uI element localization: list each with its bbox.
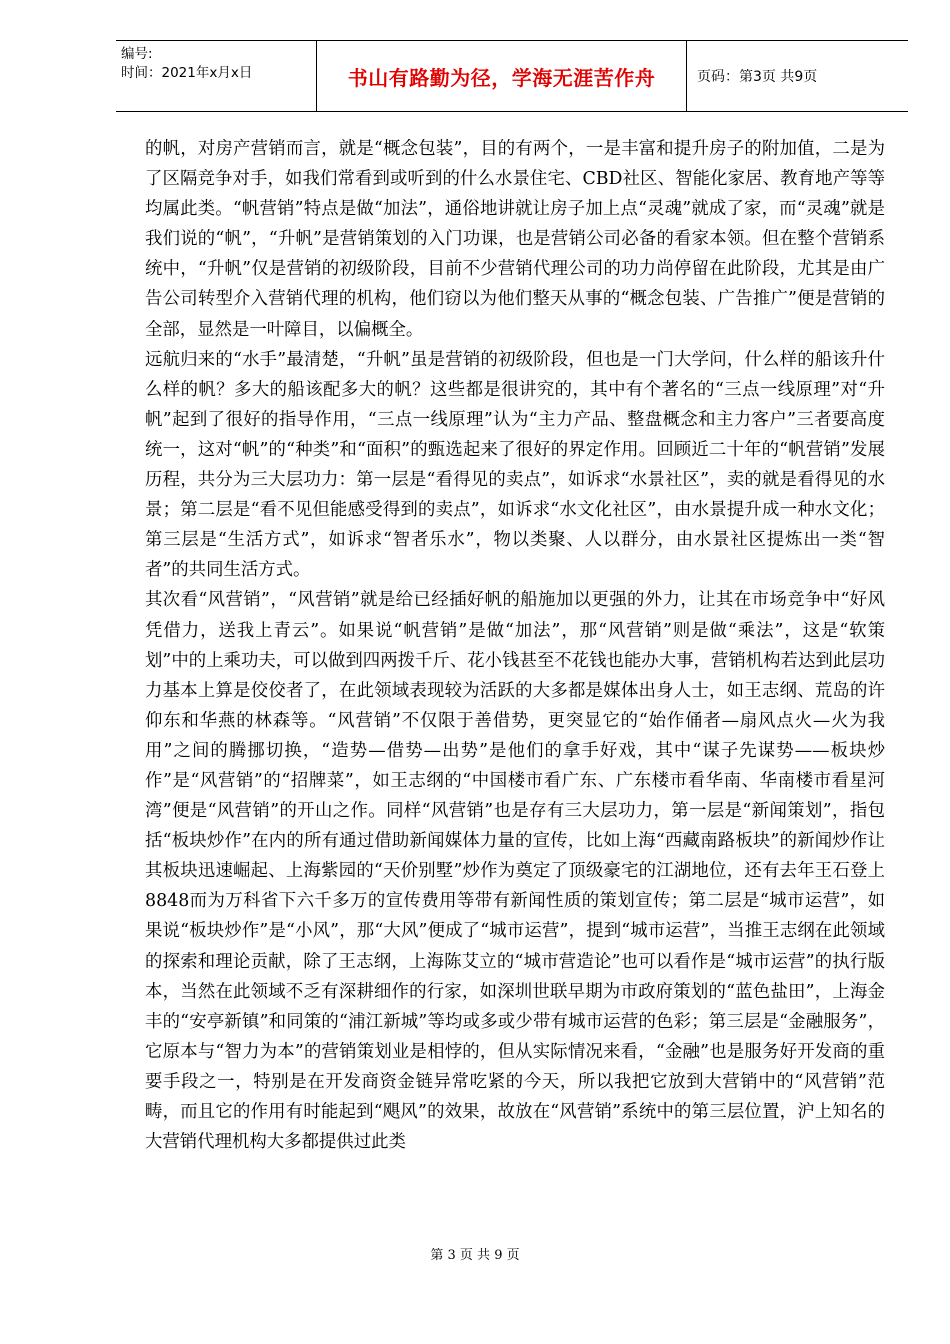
document-number-label: 编号: <box>121 46 153 62</box>
header-page-number: 页码：第3页 共9页 <box>697 69 818 85</box>
page-header <box>116 40 908 112</box>
document-time-label: 时间：2021年x月x日 <box>121 65 253 81</box>
page-footer: 第 3 页 共 9 页 <box>430 1248 520 1263</box>
header-meta <box>116 41 316 111</box>
document-body <box>145 134 885 1157</box>
header-motto: 书山有路勤为径，学海无涯苦作舟 <box>316 41 687 111</box>
paragraph: 远航归来的“水手”最清楚，“升帆”虽是营销的初级阶段，但也是一门大学问，什么样的船该升什么样的帆？多大的船该配多大的帆？这些都是很讲究的，其中有个著名的“三点一线原理”对“升帆”起到了很好的指导作用，“三点一线原理”认为“主力产品、整盘概念和主力客户”三者要高度统一，这对“帆”的“种类”和“面积”的甄选起来了很好的界定作用。回顾近二十年的“帆营销”发展历程，共分为三大层功力：第一层是“看得见的卖点”，如诉求“水景社区”，卖的就是看得见的水景；第二层是“看不见但能感受得到的卖点”，如诉求“水文化社区”，由水景提升成一种水文化；第三层是“生活方式”，如诉求“智者乐水”，物以类聚、人以群分，由水景社区提炼出一类“智者”的共同生活方式。 <box>145 349 885 581</box>
paragraph: 的帆，对房产营销而言，就是“概念包装”，目的有两个，一是丰富和提升房子的附加值，二是为了区隔竞争对手，如我们常看到或听到的什么水景住宅、CBD社区、智能化家居、教育地产等等均属此类。“帆营销”特点是做“加法”，通俗地讲就让房子加上点“灵魂”就成了家，而“灵魂”就是我们说的“帆”，“升帆”是营销策划的入门功课，也是营销公司必备的看家本领。但在整个营销系统中，“升帆”仅是营销的初级阶段，目前不少营销代理公司的功力尚停留在此阶段，尤其是由广告公司转型介入营销代理的机构，他们窃以为他们整天从事的“概念包装、广告推广”便是营销的全部，显然是一叶障目，以偏概全。 <box>145 139 885 340</box>
paragraph: 其次看“风营销”，“风营销”就是给已经插好帆的船施加以更强的外力，让其在市场竞争中“好风凭借力，送我上青云”。如果说“帆营销”是做“加法”，那“风营销”则是做“乘法”，这是“软策划”中的上乘功夫，可以做到四两拨千斤、花小钱甚至不花钱也能办大事，营销机构若达到此层功力基本上算是佼佼者了，在此领域表现较为活跃的大多都是媒体出身人士，如王志纲、荒岛的许仰东和华燕的林森等。“风营销”不仅限于善借势，更突显它的“始作俑者—扇风点火—火为我用”之间的腾挪切换，“造势—借势—出势”是他们的拿手好戏，其中“谋子先谋势——板块炒作”是“风营销”的“招牌菜”，如王志纲的“中国楼市看广东、广东楼市看华南、华南楼市看星河湾”便是“风营销”的开山之作。同样“风营销”也是存有三大层功力，第一层是“新闻策划”，指包括“板块炒作”在内的所有通过借助新闻媒体力量的宣传，比如上海“西藏南路板块”的新闻炒作让其板块迅速崛起、上海紫园的“天价别墅”炒作为奠定了顶级豪宅的江湖地位，还有去年王石登上8848而为万科省下六千多万的宣传费用等带有新闻性质的策划宣传；第二层是“城市运营”，如果说“板块炒作”是“小风”，那“大风”便成了“城市运营”，提到“城市运营”，当推王志纲在此领域的探索和理论贡献，除了王志纲，上海陈艾立的“城市营造论”也可以看作是“城市运营”的执行版本，当然在此领域不乏有深耕细作的行家，如深圳世联早期为市政府策划的“蓝色盐田”，上海金丰的“安亭新镇”和同策的“浦江新城”等均或多或少带有城市运营的色彩；第三层是“金融服务”，它原本与“智力为本”的营销策划业是相悖的，但从实际情况来看，“金融”也是服务好开发商的重要手段之一，特别是在开发商资金链异常吃紧的今天，所以我把它放到大营销中的“风营销”范畴，而且它的作用有时能起到“飓风”的效果，故放在“风营销”系统中的第三层位置，沪上知名的大营销代理机构大多都提供过此类 <box>145 590 885 1153</box>
